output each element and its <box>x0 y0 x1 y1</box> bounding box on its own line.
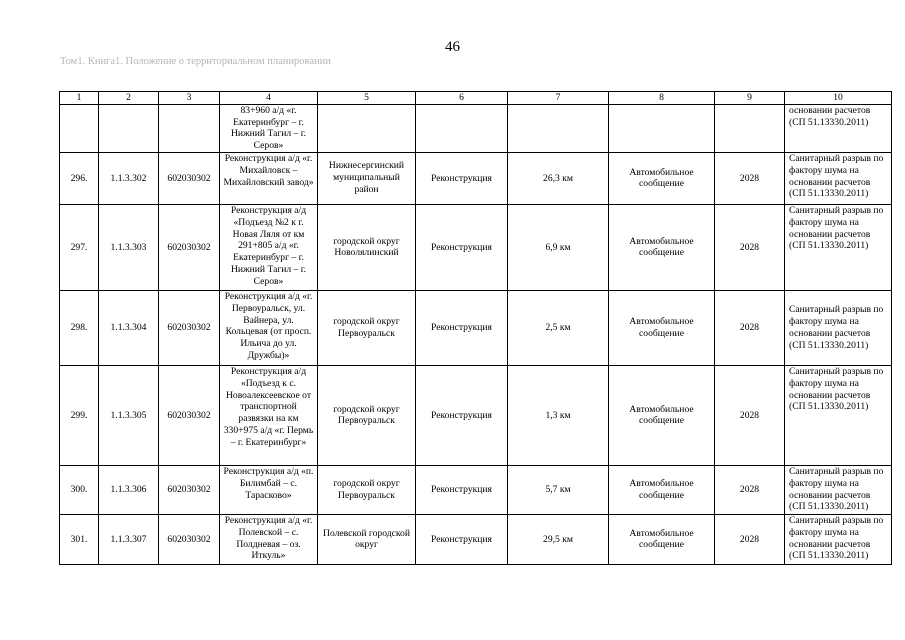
row-number-cell: 298. <box>60 290 99 365</box>
table-row <box>60 290 892 365</box>
table-row <box>60 152 892 204</box>
zone-cell: Санитарный разрыв по фактору шума на основании расчетов (СП 51.13330.2011) <box>785 152 892 204</box>
empty-cell <box>508 104 609 152</box>
table-row <box>60 365 892 465</box>
year-cell: 2028 <box>715 365 785 465</box>
column-header: 6 <box>416 92 508 105</box>
code-cell: 1.1.3.302 <box>99 152 159 204</box>
location-cell: Нижнесергинский муниципальный район <box>318 152 416 204</box>
id-cell: 602030302 <box>159 152 220 204</box>
code-cell: 1.1.3.306 <box>99 465 159 514</box>
id-cell: 602030302 <box>159 204 220 290</box>
table-row <box>60 204 892 290</box>
empty-cell <box>99 104 159 152</box>
row-number-cell: 299. <box>60 365 99 465</box>
column-header: 3 <box>159 92 220 105</box>
continuation-row <box>60 104 892 152</box>
location-cell: городской округ Первоуральск <box>318 465 416 514</box>
length-cell: 2,5 км <box>508 290 609 365</box>
column-header: 8 <box>609 92 715 105</box>
zone-cell: Санитарный разрыв по фактору шума на основании расчетов (СП 51.13330.2011) <box>785 465 892 514</box>
page-number: 46 <box>445 39 460 55</box>
column-header: 4 <box>220 92 318 105</box>
year-cell: 2028 <box>715 514 785 564</box>
location-cell: городской округ Первоуральск <box>318 365 416 465</box>
row-number-cell: 300. <box>60 465 99 514</box>
year-cell: 2028 <box>715 204 785 290</box>
type-cell: Реконструкция <box>416 290 508 365</box>
type-cell: Реконструкция <box>416 514 508 564</box>
column-number-row <box>60 92 892 105</box>
row-number-cell: 297. <box>60 204 99 290</box>
year-cell: 2028 <box>715 152 785 204</box>
length-cell: 29,5 км <box>508 514 609 564</box>
id-cell: 602030302 <box>159 465 220 514</box>
length-cell: 6,9 км <box>508 204 609 290</box>
column-header: 7 <box>508 92 609 105</box>
code-cell: 1.1.3.304 <box>99 290 159 365</box>
id-cell: 602030302 <box>159 514 220 564</box>
object-name-cell: Реконструкция а/д «г. Полевской – с. Полдневая – оз. Иткуль» <box>220 514 318 564</box>
running-header: Том1. Книга1. Положение о территориальном планировании <box>60 56 331 67</box>
type-cell: Реконструкция <box>416 204 508 290</box>
length-cell: 1,3 км <box>508 365 609 465</box>
purpose-cell: Автомобильное сообщение <box>609 204 715 290</box>
year-cell: 2028 <box>715 465 785 514</box>
object-name-cell: Реконструкция а/д «п. Билимбай – с. Тарасково» <box>220 465 318 514</box>
code-cell: 1.1.3.307 <box>99 514 159 564</box>
zone-cell: Санитарный разрыв по фактору шума на основании расчетов (СП 51.13330.2011) <box>785 365 892 465</box>
object-name-cell: Реконструкция а/д «Подъезд к с. Новоалексеевское от транспортной развязки на км 330+975 а/д «г. Пермь – г. Екатеринбург» <box>220 365 318 465</box>
zone-cell: Санитарный разрыв по фактору шума на основании расчетов (СП 51.13330.2011) <box>785 514 892 564</box>
column-header: 1 <box>60 92 99 105</box>
year-cell: 2028 <box>715 290 785 365</box>
zone-cell: Санитарный разрыв по фактору шума на основании расчетов (СП 51.13330.2011) <box>785 204 892 290</box>
purpose-cell: Автомобильное сообщение <box>609 290 715 365</box>
type-cell: Реконструкция <box>416 365 508 465</box>
empty-cell <box>416 104 508 152</box>
id-cell: 602030302 <box>159 365 220 465</box>
type-cell: Реконструкция <box>416 465 508 514</box>
row-number-cell: 296. <box>60 152 99 204</box>
zone-cell: Санитарный разрыв по фактору шума на основании расчетов (СП 51.13330.2011) <box>785 290 892 365</box>
column-header: 2 <box>99 92 159 105</box>
object-name-cell: 83+960 а/д «г. Екатеринбург – г. Нижний Тагил – г. Серов» <box>220 104 318 152</box>
road-projects-table <box>59 91 892 565</box>
zone-cell: основании расчетов (СП 51.13330.2011) <box>785 104 892 152</box>
code-cell: 1.1.3.305 <box>99 365 159 465</box>
empty-cell <box>715 104 785 152</box>
object-name-cell: Реконструкция а/д «Подъезд №2 к г. Новая Ляля от км 291+805 а/д «г. Екатеринбург – г. Нижний Тагил – г. Серов» <box>220 204 318 290</box>
length-cell: 26,3 км <box>508 152 609 204</box>
row-number-cell: 301. <box>60 514 99 564</box>
length-cell: 5,7 км <box>508 465 609 514</box>
table-row <box>60 514 892 564</box>
type-cell: Реконструкция <box>416 152 508 204</box>
column-header: 10 <box>785 92 892 105</box>
location-cell: Полевской городской округ <box>318 514 416 564</box>
purpose-cell: Автомобильное сообщение <box>609 514 715 564</box>
table-body <box>60 92 892 565</box>
id-cell: 602030302 <box>159 290 220 365</box>
empty-cell <box>609 104 715 152</box>
object-name-cell: Реконструкция а/д «г. Михайловск – Михайловский завод» <box>220 152 318 204</box>
empty-cell <box>318 104 416 152</box>
column-header: 5 <box>318 92 416 105</box>
empty-cell <box>159 104 220 152</box>
code-cell: 1.1.3.303 <box>99 204 159 290</box>
object-name-cell: Реконструкция а/д «г. Первоуральск, ул. Вайнера, ул. Кольцевая (от просп. Ильича до ул. Дружбы)» <box>220 290 318 365</box>
purpose-cell: Автомобильное сообщение <box>609 152 715 204</box>
location-cell: городской округ Новолялинский <box>318 204 416 290</box>
purpose-cell: Автомобильное сообщение <box>609 365 715 465</box>
purpose-cell: Автомобильное сообщение <box>609 465 715 514</box>
empty-cell <box>60 104 99 152</box>
table-row <box>60 465 892 514</box>
column-header: 9 <box>715 92 785 105</box>
location-cell: городской округ Первоуральск <box>318 290 416 365</box>
